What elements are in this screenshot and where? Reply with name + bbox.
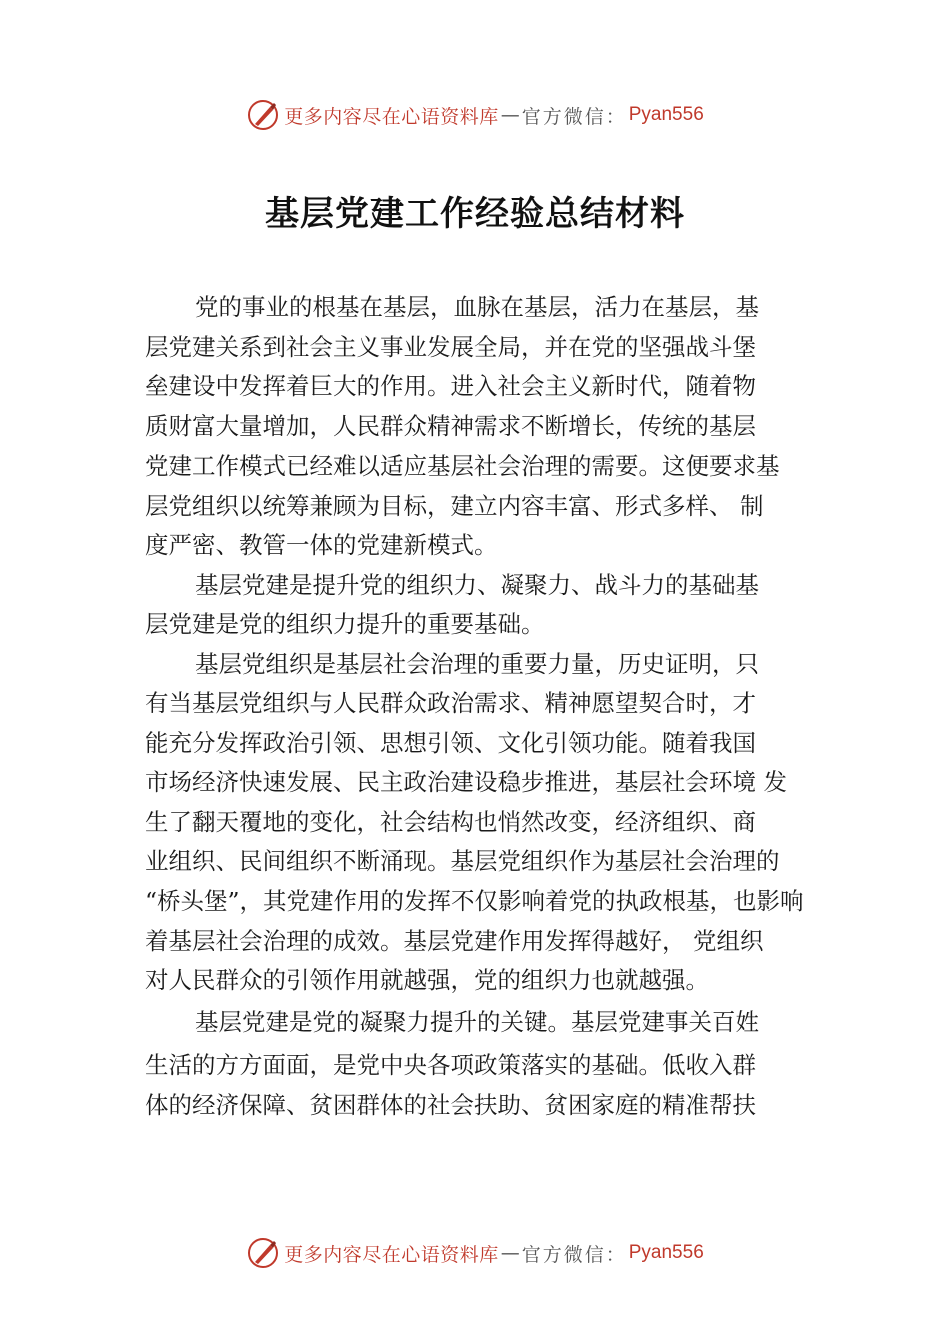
banner-wechat-id: Pyan556: [628, 1242, 704, 1263]
banner-wechat-id: Pyan556: [628, 104, 704, 125]
body-line: 能充分发挥政治引领、思想引领、文化引领功能。随着我国: [145, 729, 756, 757]
footer-banner: [0, 1233, 950, 1273]
body-line: “桥头堡”，其党建作用的发挥不仅影响着党的执政根基，也影响: [145, 887, 804, 915]
body-line: 层党建是党的组织力提升的重要基础。: [145, 610, 545, 638]
body-line: 基层党组织是基层社会治理的重要力量，历史证明，只: [195, 650, 759, 678]
body-line: 对人民群众的引领作用就越强，党的组织力也就越强。: [145, 966, 709, 994]
body-line: 党建工作模式已经难以适应基层社会治理的需要。这便要求基: [145, 452, 780, 480]
banner-separator: —: [500, 104, 520, 126]
body-line: 基层党建是党的凝聚力提升的关键。基层党建事关百姓: [195, 1008, 759, 1036]
body-line: 有当基层党组织与人民群众政治需求、精神愿望契合时，才: [145, 689, 756, 717]
body-line: 生活的方方面面，是党中央各项政策落实的基础。低收入群: [145, 1051, 756, 1079]
body-line: 党的事业的根基在基层，血脉在基层，活力在基层，基: [195, 293, 759, 321]
body-line: 生了翻天覆地的变化，社会结构也悄然改变，经济组织、商: [145, 808, 756, 836]
pen-quill-logo-icon: [246, 98, 280, 132]
banner-text: 更多内容尽在心语资料库: [284, 1243, 499, 1266]
banner-separator: —: [500, 1242, 520, 1264]
body-line: 业组织、民间组织不断涌现。基层党组织作为基层社会治理的: [145, 847, 780, 875]
body-line: 基层党建是提升党的组织力、凝聚力、战斗力的基础基: [195, 571, 759, 599]
document-title: 基层党建工作经验总结材料: [265, 194, 685, 234]
body-line: 层党建关系到社会主义事业发展全局，并在党的坚强战斗堡: [145, 333, 756, 361]
body-line: 着基层社会治理的成效。基层党建作用发挥得越好， 党组织: [145, 927, 764, 955]
body-line: 市场经济快速发展、民主政治建设稳步推进，基层社会环境 发: [145, 768, 787, 796]
banner-wechat-label: 官方微信：: [521, 1243, 627, 1266]
pen-quill-logo-icon: [246, 1236, 280, 1270]
banner-text: 更多内容尽在心语资料库: [284, 105, 499, 128]
body-line: 体的经济保障、贫困群体的社会扶助、贫困家庭的精准帮扶: [145, 1091, 756, 1119]
body-line: 质财富大量增加，人民群众精神需求不断增长，传统的基层: [145, 412, 756, 440]
header-banner: [0, 95, 950, 135]
banner-wechat-label: 官方微信：: [521, 105, 627, 128]
body-line: 层党组织以统筹兼顾为目标，建立内容丰富、形式多样、 制: [145, 492, 764, 520]
body-line: 垒建设中发挥着巨大的作用。进入社会主义新时代，随着物: [145, 372, 756, 400]
body-line: 度严密、教管一体的党建新模式。: [145, 531, 498, 559]
